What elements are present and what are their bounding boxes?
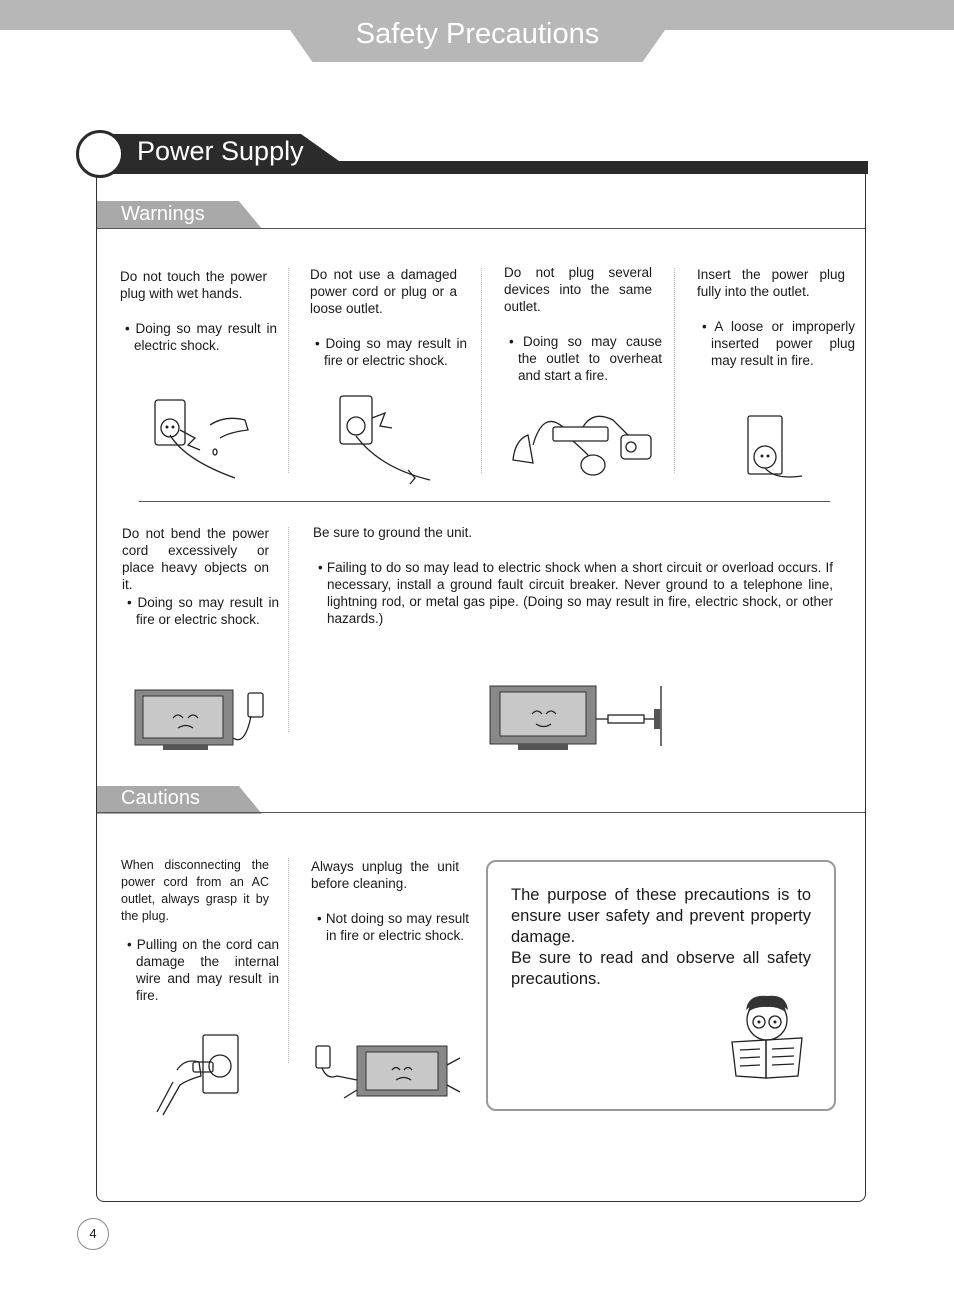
caution-1-text: When disconnecting the power cord from an AC outlet, always grasp it by the plug. xyxy=(121,858,269,923)
column-divider xyxy=(288,268,289,473)
caution-2-bullet: • Not doing so may result in fire or electric shock. xyxy=(316,910,469,944)
warning-1-bullet: • Doing so may result in electric shock. xyxy=(124,320,277,354)
reading-person-illustration xyxy=(728,992,806,1080)
wet-hands-outlet-illustration xyxy=(140,390,255,485)
row-separator xyxy=(139,501,830,502)
warning-2-text: Do not use a damaged power cord or plug or a loose outlet. xyxy=(310,267,457,316)
info-text xyxy=(511,885,811,990)
ground-unit-tv-illustration xyxy=(488,684,668,754)
column-divider xyxy=(481,268,482,473)
caution-2-text: Always unplug the unit before cleaning. xyxy=(311,859,459,891)
info-note-2: Be sure to read and observe all safety precautions. xyxy=(511,949,811,988)
overloaded-outlet-illustration xyxy=(503,405,658,480)
info-note: The purpose of these precautions is to ensure user safety and prevent property damage. xyxy=(511,886,811,946)
warning-4-text: Insert the power plug fully into the outlet. xyxy=(697,267,845,299)
section-header-circle xyxy=(76,130,124,178)
warnings-divider xyxy=(97,228,865,229)
caution-1-bullet: • Pulling on the cord can damage the internal wire and may result in fire. xyxy=(126,936,279,1004)
unplug-before-cleaning-illustration xyxy=(312,1040,462,1105)
plug-in-outlet-illustration xyxy=(740,412,810,484)
warning-3-text: Do not plug several devices into the same outlet. xyxy=(504,265,652,314)
warning-2-bullet: • Doing so may result in fire or electric shock. xyxy=(314,335,467,369)
warnings-heading: Warnings xyxy=(121,203,205,225)
page-number: 4 xyxy=(77,1218,109,1250)
page-title: Safety Precautions xyxy=(355,18,600,50)
bent-cord-tv-illustration xyxy=(133,688,268,753)
column-divider xyxy=(288,527,289,732)
cautions-divider xyxy=(97,812,865,813)
column-divider xyxy=(288,858,289,1063)
warning-5-bullet: • Doing so may result in fire or electric shock. xyxy=(126,594,279,628)
cautions-heading: Cautions xyxy=(121,787,200,809)
warning-5-text: Do not bend the power cord excessively or place heavy objects on it. xyxy=(122,526,269,592)
unplug-by-plug-illustration xyxy=(155,1030,245,1122)
section-title: Power Supply xyxy=(137,136,304,166)
warning-3-bullet: • Doing so may cause the outlet to overheat and start a fire. xyxy=(508,333,662,384)
damaged-plug-illustration xyxy=(320,388,440,488)
warning-6-text: Be sure to ground the unit. xyxy=(313,525,473,540)
column-divider xyxy=(674,268,675,473)
warning-4-bullet: • A loose or improperly inserted power plug may result in fire. xyxy=(701,318,855,369)
warning-6-bullet: • Failing to do so may lead to electric shock when a short circuit or overload occurs. If necessary, install a ground fault circuit breaker. Never ground to a telephone line, lightning rod, or metal gas pipe. (Doing so may result in fire, electric shock, or other hazards.) xyxy=(317,559,833,627)
warning-1-text: Do not touch the power plug with wet hands. xyxy=(120,269,267,301)
